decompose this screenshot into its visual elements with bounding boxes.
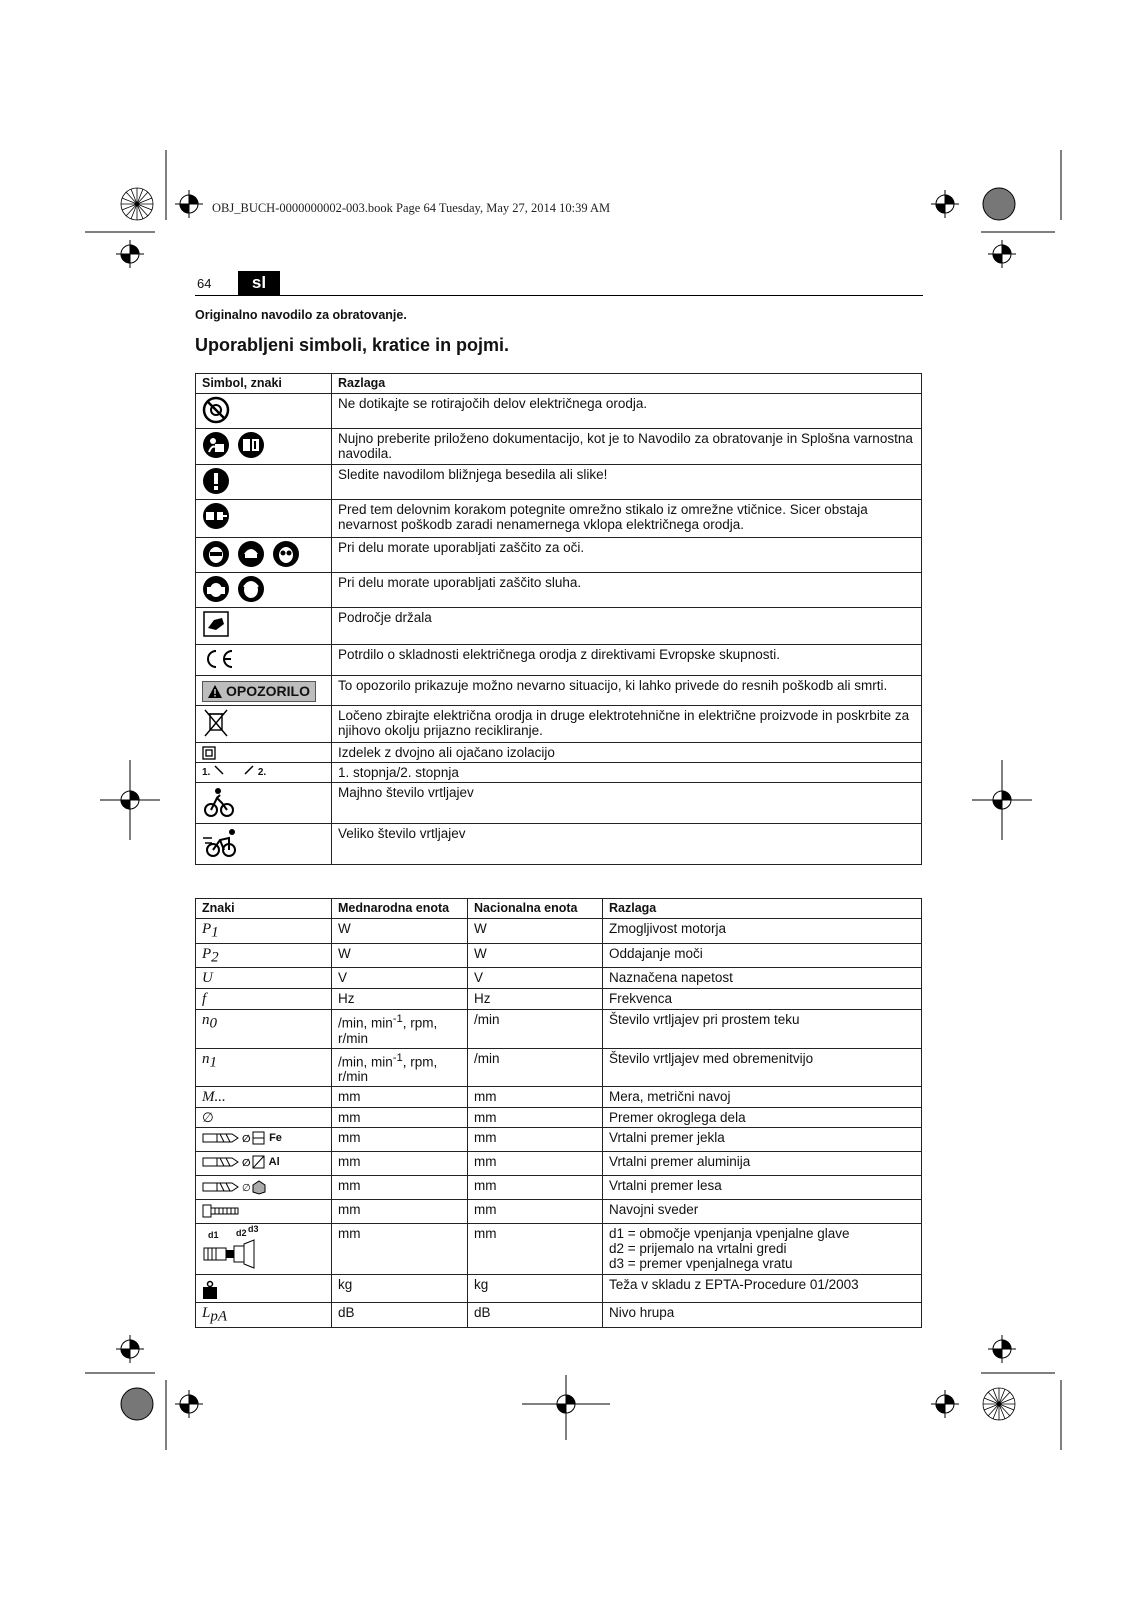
sign-subscript: 0 <box>209 1016 217 1033</box>
natl-unit-cell: mm <box>468 1087 603 1108</box>
sign-subscript: 1 <box>211 924 219 941</box>
explanation-cell: Nujno preberite priloženo dokumentacijo, kot je to Navodilo za obratovanje in Splošna varnostna navodila. <box>332 429 922 465</box>
sign-symbol: L <box>202 1305 211 1322</box>
material-label: Al <box>268 1156 280 1169</box>
svg-text:∅: ∅ <box>242 1134 251 1146</box>
column-header: Simbol, znaki <box>196 374 332 394</box>
intl-unit-cell: Hz <box>332 989 468 1010</box>
explanation-cell: 1. stopnja/2. stopnja <box>332 763 922 783</box>
symbol-cell <box>196 743 332 763</box>
natl-unit-cell: mm <box>468 1176 603 1200</box>
table-row <box>196 394 922 429</box>
intl-unit-cell: mm <box>332 1128 468 1152</box>
symbol-cell <box>196 573 332 608</box>
explanation-cell: Ločeno zbirajte električna orodja in druge elektrotehnične in električne proizvode in poskrbite za njihovo okolju prijazno recikliranje. <box>332 706 922 743</box>
natl-unit-cell: mm <box>468 1200 603 1224</box>
table-row <box>196 1303 922 1328</box>
explanation-cell: Premer okroglega dela <box>603 1108 922 1128</box>
explanation-cell: Vrtalni premer lesa <box>603 1176 922 1200</box>
header-rule <box>195 295 923 296</box>
read-manual-icon <box>202 431 230 459</box>
table-row <box>196 943 922 968</box>
table-row <box>196 1275 922 1303</box>
table-row <box>196 1224 922 1275</box>
explanation-cell: Število vrtljajev pri prostem teku <box>603 1010 922 1049</box>
symbol-cell <box>196 538 332 573</box>
explanation-cell: Zmogljivost motorja <box>603 919 922 944</box>
sign-symbol: n <box>202 1050 210 1067</box>
sign-cell <box>196 1152 332 1176</box>
intl-unit-cell <box>332 1010 468 1049</box>
natl-unit-cell: V <box>468 968 603 989</box>
explanation-cell: Pred tem delovnim korakom potegnite omrežno stikalo iz omrežne vtičnice. Sicer obstaja nevarnost poškodb zaradi nenamernega vklopa električnega orodja. <box>332 500 922 538</box>
explanation-cell: To opozorilo prikazuje možno nevarno situacijo, ki lahko privede do resnih poškodb ali smrti. <box>332 676 922 706</box>
cyclist-slow-icon <box>202 785 236 819</box>
sign-cell <box>196 1200 332 1224</box>
intl-unit-cell: mm <box>332 1200 468 1224</box>
intl-unit-cell: W <box>332 919 468 944</box>
unit-text: , rpm, r/min <box>338 1054 438 1085</box>
dim-label-d2: d2 <box>236 1228 247 1239</box>
table-row <box>196 1010 922 1049</box>
symbol-cell <box>196 676 332 706</box>
sign-cell <box>196 968 332 989</box>
sign-symbol: U <box>202 970 213 987</box>
intl-unit-cell: mm <box>332 1087 468 1108</box>
table-row <box>196 429 922 465</box>
sign-symbol: n <box>202 1012 210 1029</box>
symbol-cell <box>196 500 332 538</box>
sign-symbol: P <box>202 945 212 962</box>
table-row <box>196 763 922 783</box>
explanation-cell <box>603 1224 922 1275</box>
sign-cell <box>196 1303 332 1328</box>
warning-triangle-icon <box>208 685 222 698</box>
table-header-row <box>196 374 922 394</box>
face-shield-icon <box>202 540 230 568</box>
natl-unit-cell: mm <box>468 1152 603 1176</box>
sign-cell <box>196 1275 332 1303</box>
weight-icon <box>202 1280 218 1300</box>
symbol-cell <box>196 608 332 645</box>
explanation-cell: Mera, metrični navoj <box>603 1087 922 1108</box>
table-row <box>196 1087 922 1108</box>
sign-subscript: 1 <box>209 1054 217 1071</box>
ce-mark-icon <box>202 647 236 671</box>
table-row <box>196 783 922 824</box>
explanation-cell: Ne dotikajte se rotirajočih delov električnega orodja. <box>332 394 922 429</box>
symbols-table <box>195 373 922 865</box>
natl-unit-cell: W <box>468 919 603 944</box>
intl-unit-cell: W <box>332 943 468 968</box>
symbol-cell <box>196 394 332 429</box>
explanation-cell: Sledite navodilom bližnjega besedila ali slike! <box>332 465 922 500</box>
cyclist-fast-icon <box>202 826 242 860</box>
explanation-cell: Navojni sveder <box>603 1200 922 1224</box>
sign-symbol: f <box>202 991 207 1008</box>
symbol-cell <box>196 429 332 465</box>
natl-unit-cell: /min <box>468 1010 603 1049</box>
table-row <box>196 1176 922 1200</box>
column-header: Razlaga <box>603 899 922 919</box>
sign-subscript: pA <box>210 1309 228 1326</box>
intl-unit-cell: mm <box>332 1152 468 1176</box>
sign-cell <box>196 1087 332 1108</box>
explanation-cell: Oddajanje moči <box>603 943 922 968</box>
stage-icon <box>241 765 255 775</box>
sign-cell <box>196 1224 332 1275</box>
explanation-cell: Število vrtljajev med obremenitvijo <box>603 1048 922 1087</box>
diameter-symbol: ∅ <box>202 1110 214 1126</box>
dim-label-d1: d1 <box>208 1230 219 1241</box>
symbol-cell <box>196 824 332 865</box>
page-number: 64 <box>197 276 212 291</box>
table-row <box>196 824 922 865</box>
explanation-cell: Naznačena napetost <box>603 968 922 989</box>
explanation-cell: Veliko število vrtljajev <box>332 824 922 865</box>
registration-dot-bl <box>121 1388 153 1420</box>
symbol-cell <box>196 645 332 676</box>
sign-cell <box>196 919 332 944</box>
svg-text:∅: ∅ <box>242 1182 251 1194</box>
explanation-line: d1 = območje vpenjanja vpenjalne glave <box>609 1226 850 1242</box>
table-row <box>196 1108 922 1128</box>
intl-unit-cell: kg <box>332 1275 468 1303</box>
sign-symbol: P <box>202 921 212 937</box>
drill-steel-icon <box>202 1130 266 1146</box>
drill-wood-icon <box>202 1179 266 1195</box>
natl-unit-cell: dB <box>468 1303 603 1328</box>
intl-unit-cell: mm <box>332 1176 468 1200</box>
countersink-icon <box>202 1238 278 1270</box>
sign-cell <box>196 1010 332 1049</box>
explanation-cell: Nivo hrupa <box>603 1303 922 1328</box>
symbol-cell <box>196 706 332 743</box>
material-label: Fe <box>269 1132 282 1145</box>
table-row <box>196 645 922 676</box>
thread-drill-icon <box>202 1203 242 1219</box>
intl-unit-cell: dB <box>332 1303 468 1328</box>
natl-unit-cell: mm <box>468 1224 603 1275</box>
stage-icon <box>213 765 227 775</box>
sign-cell <box>196 1108 332 1128</box>
grip-area-icon <box>202 610 230 638</box>
safety-glasses-icon <box>237 540 265 568</box>
unit-text: /min, min <box>338 1015 393 1031</box>
table-row <box>196 968 922 989</box>
unit-text: , rpm, r/min <box>338 1015 438 1046</box>
explanation-cell: Področje držala <box>332 608 922 645</box>
dim-label-d3: d3 <box>248 1224 259 1235</box>
file-header: OBJ_BUCH-0000000002-003.book Page 64 Tuesday, May 27, 2014 10:39 AM <box>212 201 611 215</box>
table-row <box>196 706 922 743</box>
natl-unit-cell: /min <box>468 1048 603 1087</box>
language-tag: sl <box>238 271 280 295</box>
registration-star-br <box>983 1388 1015 1420</box>
sign-cell <box>196 989 332 1010</box>
explanation-cell: Pri delu morate uporabljati zaščito sluha. <box>332 573 922 608</box>
drill-aluminium-icon <box>202 1154 266 1170</box>
stage-label: 2. <box>257 767 267 779</box>
explanation-cell: Vrtalni premer aluminija <box>603 1152 922 1176</box>
unit-text: /min, min <box>338 1054 393 1070</box>
table-row <box>196 573 922 608</box>
registration-star-tl <box>121 188 153 220</box>
goggles-icon <box>272 540 300 568</box>
sign-cell <box>196 1048 332 1087</box>
explanation-cell: Majhno število vrtljajev <box>332 783 922 824</box>
intl-unit-cell: V <box>332 968 468 989</box>
explanation-cell: Potrdilo o skladnosti električnega orodja z direktivami Evropske skupnosti. <box>332 645 922 676</box>
stage-label: 1. <box>202 767 211 779</box>
unplug-icon <box>202 502 230 530</box>
table-row <box>196 465 922 500</box>
table-row <box>196 1152 922 1176</box>
weee-bin-icon <box>202 708 230 738</box>
intl-unit-cell <box>332 1048 468 1087</box>
warning-label <box>202 681 316 702</box>
column-header: Razlaga <box>332 374 922 394</box>
explanation-cell: Frekvenca <box>603 989 922 1010</box>
sign-subscript: 2 <box>211 949 219 966</box>
table-row <box>196 538 922 573</box>
table-row <box>196 743 922 763</box>
table-row <box>196 608 922 645</box>
sign-cell <box>196 1128 332 1152</box>
table-row <box>196 1200 922 1224</box>
unit-superscript: -1 <box>392 1051 403 1064</box>
unit-superscript: -1 <box>392 1013 403 1026</box>
double-insulation-icon <box>202 746 216 760</box>
explanation-cell: Vrtalni premer jekla <box>603 1128 922 1152</box>
natl-unit-cell: mm <box>468 1108 603 1128</box>
table-row <box>196 989 922 1010</box>
document-kicker: Originalno navodilo za obratovanje. <box>195 308 407 322</box>
column-header: Znaki <box>196 899 332 919</box>
column-header: Nacionalna enota <box>468 899 603 919</box>
symbol-cell <box>196 783 332 824</box>
natl-unit-cell: mm <box>468 1128 603 1152</box>
exclamation-icon <box>202 467 230 495</box>
explanation-cell: Teža v skladu z EPTA-Procedure 01/2003 <box>603 1275 922 1303</box>
table-row <box>196 676 922 706</box>
intl-unit-cell: mm <box>332 1108 468 1128</box>
table-header-row <box>196 899 922 919</box>
natl-unit-cell: Hz <box>468 989 603 1010</box>
explanation-line: d2 = prijemalo na vrtalni gredi <box>609 1241 787 1257</box>
warning-label-text: OPOZORILO <box>226 683 310 699</box>
explanation-cell: Pri delu morate uporabljati zaščito za oči. <box>332 538 922 573</box>
table-row <box>196 500 922 538</box>
explanation-line: d3 = premer vpenjalnega vratu <box>609 1256 793 1272</box>
symbol-cell <box>196 465 332 500</box>
no-touch-rotating-icon <box>202 396 230 424</box>
table-row <box>196 919 922 944</box>
manual-book-icon <box>237 431 265 459</box>
ear-muffs-icon <box>202 575 230 603</box>
table-row <box>196 1048 922 1087</box>
natl-unit-cell: W <box>468 943 603 968</box>
sign-cell <box>196 1176 332 1200</box>
symbol-cell <box>196 763 332 783</box>
units-table <box>195 898 922 1328</box>
intl-unit-cell: mm <box>332 1224 468 1275</box>
hearing-protection-icon <box>237 575 265 603</box>
column-header: Mednarodna enota <box>332 899 468 919</box>
sign-cell <box>196 943 332 968</box>
page-title: Uporabljeni simboli, kratice in pojmi. <box>195 335 510 355</box>
svg-text:∅: ∅ <box>242 1158 251 1170</box>
table-row <box>196 1128 922 1152</box>
registration-dot-tr <box>983 188 1015 220</box>
natl-unit-cell: kg <box>468 1275 603 1303</box>
sign-symbol: M... <box>202 1089 226 1106</box>
explanation-cell: Izdelek z dvojno ali ojačano izolacijo <box>332 743 922 763</box>
